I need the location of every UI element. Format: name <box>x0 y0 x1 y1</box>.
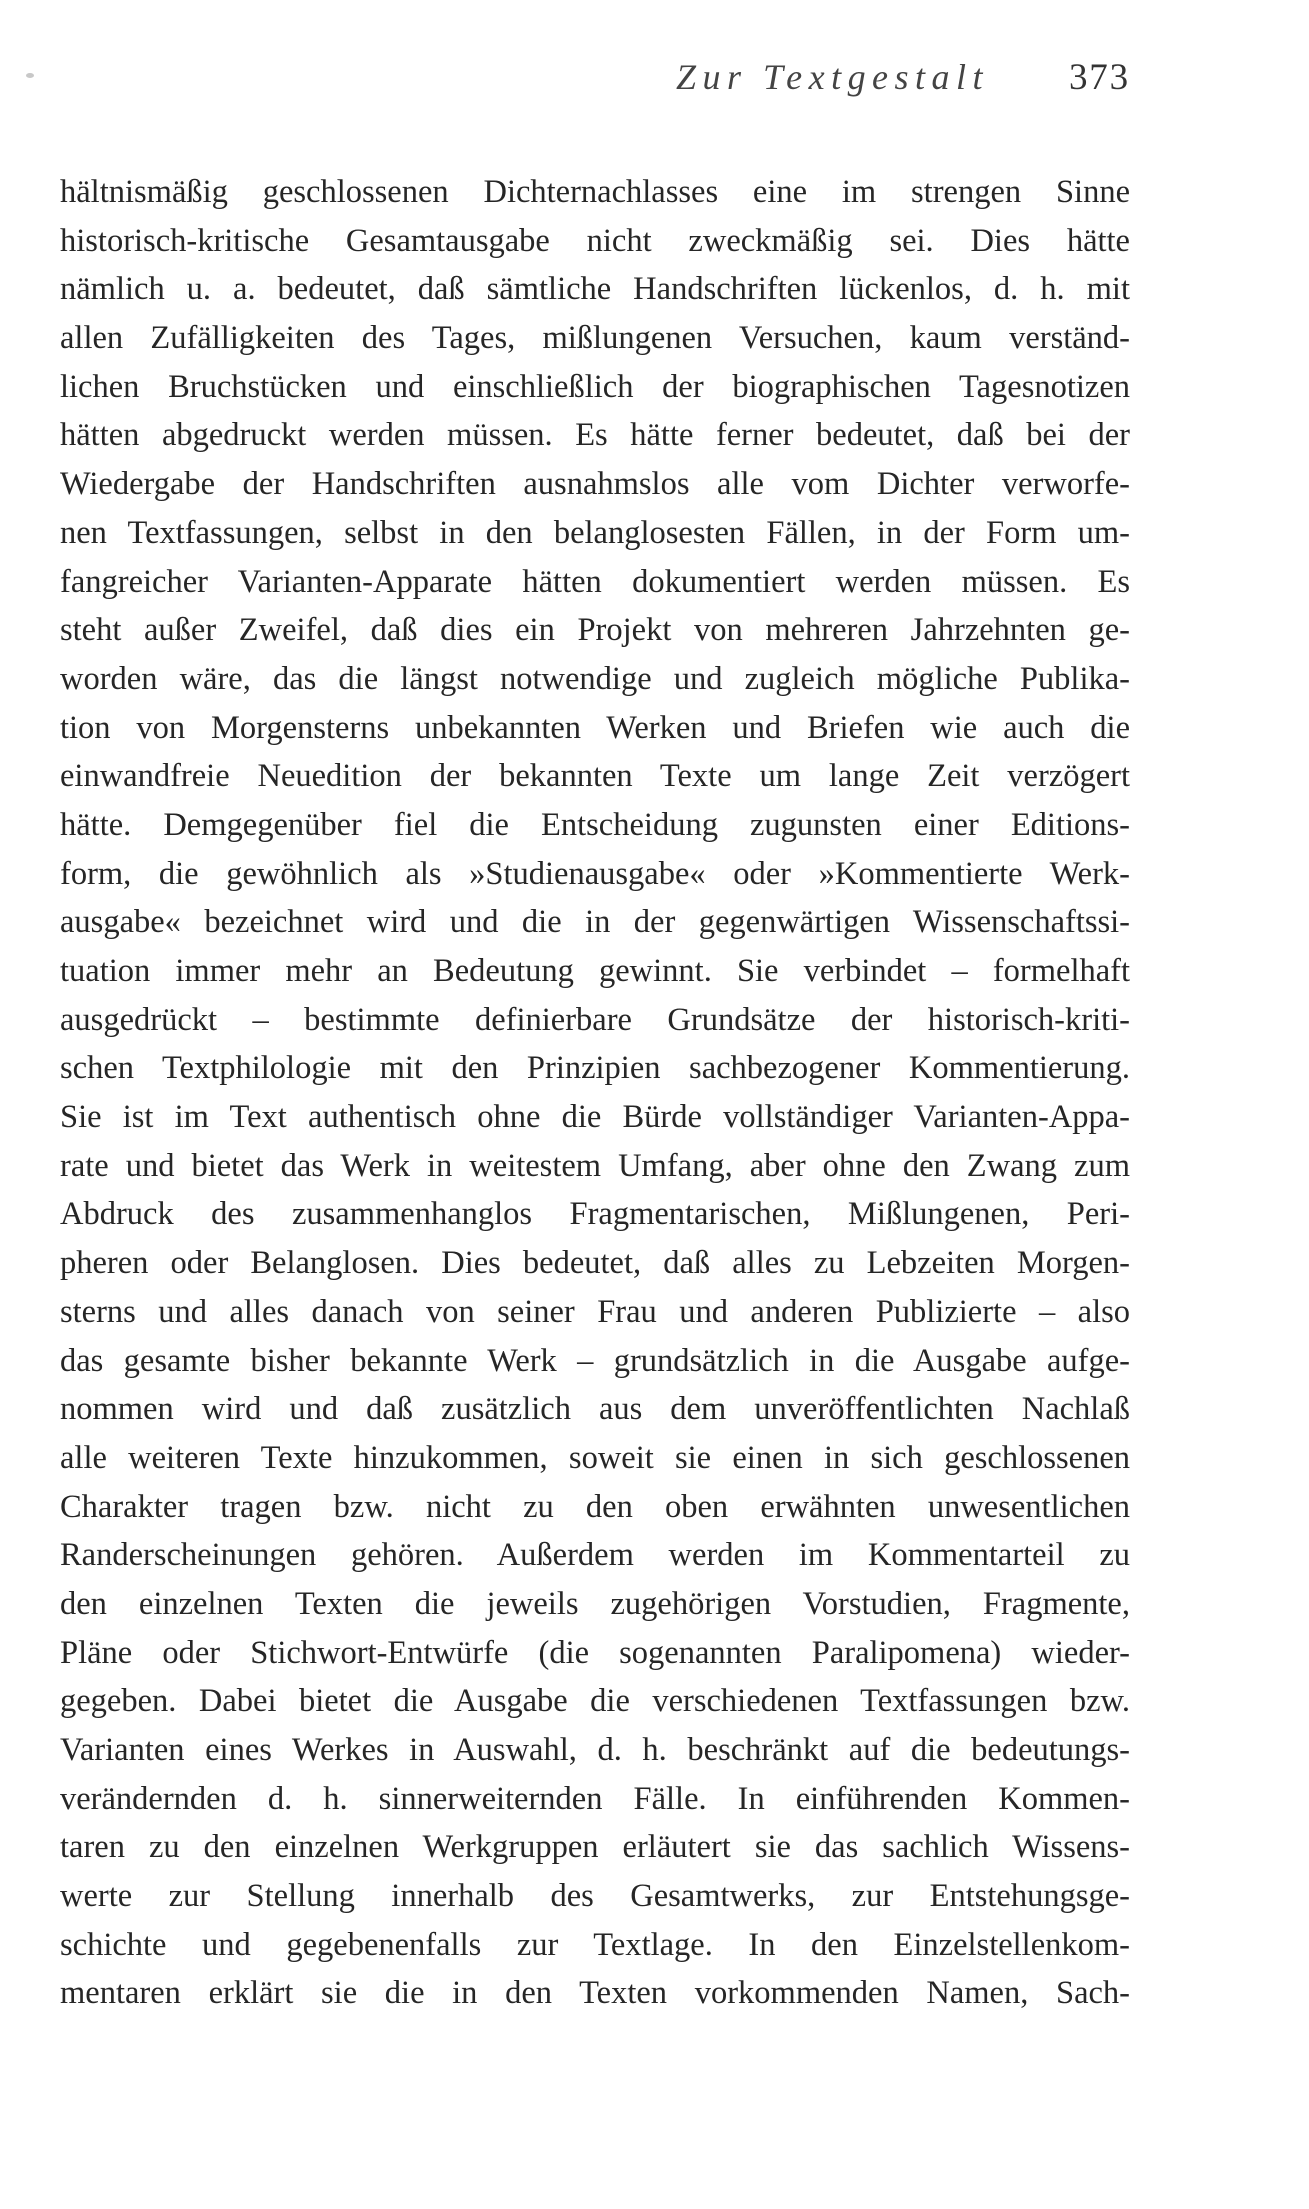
text-line: gegeben. Dabei bietet die Ausgabe die verschiedenen Textfassungen bzw. <box>60 1683 1130 1720</box>
text-line: Varianten eines Werkes in Auswahl, d. h. beschränkt auf die bedeutungs- <box>60 1732 1130 1768</box>
text-line: lichen Bruchstücken und einschließlich der biographischen Tagesnotizen <box>60 368 1130 405</box>
text-line: schen Textphilologie mit den Prinzipien sachbezogener Kommentierung. <box>60 1050 1130 1087</box>
text-line: rate und bietet das Werk in weitestem Umfang, aber ohne den Zwang zum <box>60 1147 1130 1184</box>
text-line: verändernden d. h. sinnerweiternden Fälle. In einführenden Kommen- <box>60 1780 1130 1817</box>
text-line: tion von Morgensterns unbekannten Werken und Briefen wie auch die <box>60 709 1130 746</box>
text-line: Charakter tragen bzw. nicht zu den oben erwähnten unwesentlichen <box>60 1488 1130 1525</box>
text-line: ausgedrückt – bestimmte definierbare Grundsätze der historisch-kriti- <box>60 1001 1130 1038</box>
text-line: taren zu den einzelnen Werkgruppen erläutert sie das sachlich Wissens- <box>60 1829 1130 1866</box>
text-line: pheren oder Belanglosen. Dies bedeutet, daß alles zu Lebzeiten Morgen- <box>60 1245 1130 1282</box>
text-line: einwandfreie Neuedition der bekannten Texte um lange Zeit verzögert <box>60 758 1130 795</box>
text-line: alle weiteren Texte hinzukommen, soweit sie einen in sich geschlossenen <box>60 1439 1130 1476</box>
text-line: form, die gewöhnlich als »Studienausgabe« oder »Kommentierte Werk- <box>60 855 1130 892</box>
text-line: hältnismäßig geschlossenen Dichternachlasses eine im strengen Sinne <box>60 174 1130 210</box>
text-line: hätte. Demgegenüber fiel die Entscheidung zugunsten einer Editions- <box>60 806 1130 843</box>
text-line: Randerscheinungen gehören. Außerdem werden im Kommentarteil zu <box>60 1537 1130 1574</box>
text-line: Abdruck des zusammenhanglos Fragmentarischen, Mißlungenen, Peri- <box>60 1196 1130 1233</box>
running-head <box>60 56 1130 99</box>
text-line: allen Zufälligkeiten des Tages, mißlungenen Versuchen, kaum verständ- <box>60 320 1130 357</box>
text-line: Wiedergabe der Handschriften ausnahmslos alle vom Dichter verworfe- <box>60 466 1130 503</box>
text-line: den einzelnen Texten die jeweils zugehörigen Vorstudien, Fragmente, <box>60 1585 1130 1622</box>
text-line: Sie ist im Text authentisch ohne die Bürde vollständiger Varianten-Appa- <box>60 1099 1130 1136</box>
text-line: nen Textfassungen, selbst in den belanglosesten Fällen, in der Form um- <box>60 514 1130 551</box>
text-line: das gesamte bisher bekannte Werk – grundsätzlich in die Ausgabe aufge- <box>60 1342 1130 1379</box>
text-line: werte zur Stellung innerhalb des Gesamtwerks, zur Entstehungsge- <box>60 1878 1130 1915</box>
text-line: schichte und gegebenenfalls zur Textlage. In den Einzelstellenkom- <box>60 1926 1130 1963</box>
text-line: fangreicher Varianten-Apparate hätten dokumentiert werden müssen. Es <box>60 563 1130 600</box>
text-line: worden wäre, das die längst notwendige und zugleich mögliche Publika- <box>60 660 1130 697</box>
text-line: nämlich u. a. bedeutet, daß sämtliche Handschriften lückenlos, d. h. mit <box>60 271 1130 308</box>
text-line: historisch-kritische Gesamtausgabe nicht zweckmäßig sei. Dies hätte <box>60 222 1130 259</box>
text-line: steht außer Zweifel, daß dies ein Projekt von mehreren Jahrzehnten ge- <box>60 612 1130 649</box>
text-line: ausgabe« bezeichnet wird und die in der gegenwärtigen Wissenschaftssi- <box>60 904 1130 941</box>
text-line: hätten abgedruckt werden müssen. Es hätte ferner bedeutet, daß bei der <box>60 417 1130 454</box>
text-line: nommen wird und daß zusätzlich aus dem unveröffentlichten Nachlaß <box>60 1391 1130 1428</box>
running-head-title: Zur Textgestalt <box>676 57 989 97</box>
body-text <box>60 168 1130 2018</box>
text-line: sterns und alles danach von seiner Frau und anderen Publizierte – also <box>60 1293 1130 1330</box>
text-line: tuation immer mehr an Bedeutung gewinnt. Sie verbindet – formelhaft <box>60 953 1130 989</box>
page-number: 373 <box>1068 57 1130 98</box>
text-line: Pläne oder Stichwort-Entwürfe (die sogenannten Paralipomena) wieder- <box>60 1634 1130 1671</box>
text-line: mentaren erklärt sie die in den Texten vorkommenden Namen, Sach- <box>60 1975 1130 2012</box>
scan-artifact <box>26 73 34 78</box>
